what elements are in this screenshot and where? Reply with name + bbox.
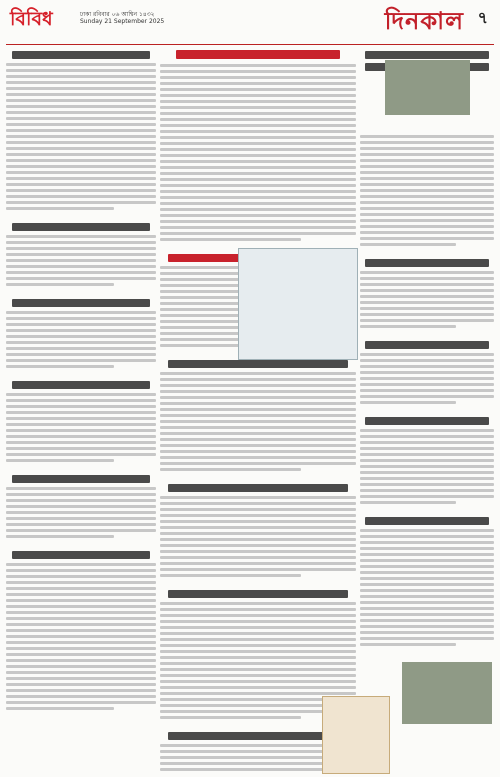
news-photo	[385, 60, 470, 115]
boxed-story	[238, 248, 358, 360]
date-line-bn: ঢাকা রবিবার ০৬ আশ্বিন ১৪৩২	[80, 11, 155, 18]
headline-block	[365, 517, 488, 525]
column-left	[6, 48, 156, 772]
headline-block	[12, 551, 150, 559]
headline-block	[365, 417, 488, 425]
headline-block	[12, 51, 150, 59]
headline-block	[365, 51, 488, 59]
headline-block	[12, 299, 150, 307]
headline-block	[365, 341, 488, 349]
headline-block	[365, 259, 488, 267]
headline-block	[168, 590, 348, 598]
masthead-rule	[6, 44, 494, 45]
column-middle	[160, 48, 356, 772]
headline-block	[12, 223, 150, 231]
headline-block	[12, 381, 150, 389]
page-number: ৭	[477, 8, 488, 27]
advertisement-box	[322, 696, 390, 774]
news-photo	[402, 662, 492, 724]
headline-block	[176, 50, 341, 59]
headline-block	[168, 360, 348, 368]
section-label: বিবিধ	[10, 8, 53, 30]
headline-block	[168, 484, 348, 492]
masthead	[6, 3, 494, 45]
newspaper-logo: দিনকাল	[384, 6, 464, 35]
headline-block	[12, 475, 150, 483]
date-line-en: Sunday 21 September 2025	[80, 18, 165, 25]
